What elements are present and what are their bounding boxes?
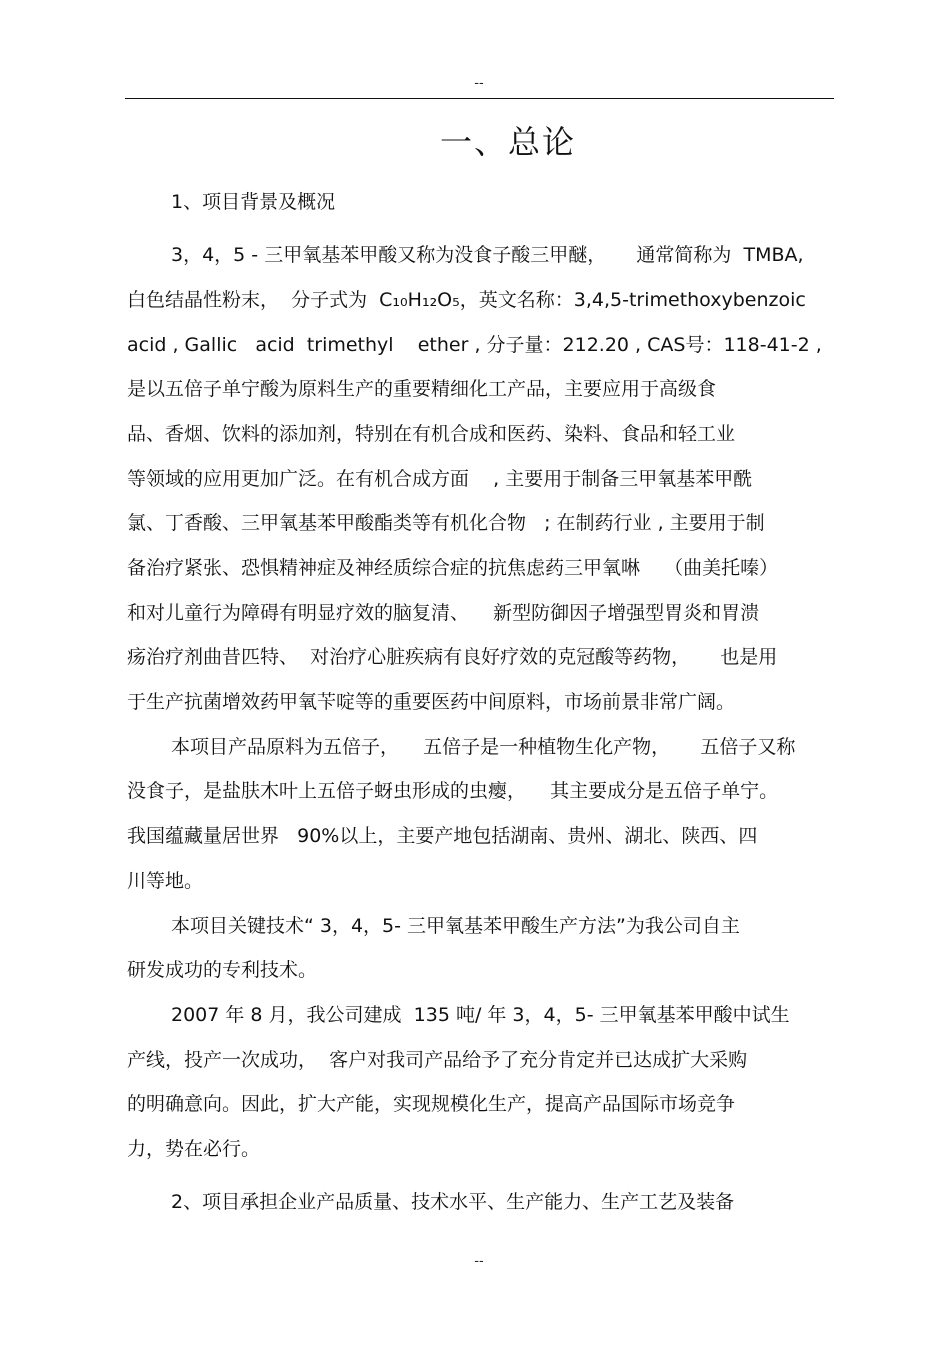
paragraph-line: 于生产抗菌增效药甲氧苄啶等的重要医药中间原料，市场前景非常广阔。 xyxy=(127,691,736,713)
page-header-mark: -- xyxy=(474,76,484,91)
paragraph-line: 川等地。 xyxy=(127,870,204,892)
paragraph-line: 氯、丁香酸、三甲氧基苯甲酸酯类等有机化合物 ; 在制药行业 , 主要用于制 xyxy=(127,512,765,534)
paragraph-line: 备治疗紧张、恐惧精神症及神经质综合症的抗焦虑药三甲氧啉 （曲美托嗪） xyxy=(127,557,779,579)
paragraph-line: 的明确意向。因此，扩大产能，实现规模化生产，提高产品国际市场竞争 xyxy=(127,1093,736,1115)
paragraph-line: 3，4，5 - 三甲氧基苯甲酸又称为没食子酸三甲醚， 通常简称为 TMBA, xyxy=(171,244,804,266)
paragraph-line: 白色结晶性粉末， 分子式为 C₁₀H₁₂O₅，英文名称：3,4,5-trimethoxybenzoic xyxy=(127,289,806,311)
paragraph-line: 本项目关键技术“ 3，4，5- 三甲氧基苯甲酸生产方法”为我公司自主 xyxy=(171,915,740,937)
paragraph-line: 2007 年 8 月，我公司建成 135 吨/ 年 3，4，5- 三甲氧基苯甲酸中试生 xyxy=(171,1004,790,1026)
paragraph-line: 没食子，是盐肤木叶上五倍子蚜虫形成的虫瘿， 其主要成分是五倍子单宁。 xyxy=(127,780,779,802)
paragraph-line: 是以五倍子单宁酸为原料生产的重要精细化工产品，主要应用于高级食 xyxy=(127,378,717,400)
paragraph-line: 本项目产品原料为五倍子， 五倍子是一种植物生化产物， 五倍子又称 xyxy=(171,736,796,758)
paragraph-line: 等领域的应用更加广泛。在有机合成方面 , 主要用于制备三甲氧基苯甲酰 xyxy=(127,468,753,490)
section-heading: 1、项目背景及概况 xyxy=(171,191,336,213)
paragraph-line: 产线，投产一次成功， 客户对我司产品给予了充分肯定并已达成扩大采购 xyxy=(127,1049,748,1071)
paragraph-line: 研发成功的专利技术。 xyxy=(127,959,318,981)
section-heading: 2、项目承担企业产品质量、技术水平、生产能力、生产工艺及装备 xyxy=(171,1191,735,1213)
page-footer-mark: -- xyxy=(474,1254,484,1269)
paragraph-line: 我国蕴藏量居世界 90%以上，主要产地包括湖南、贵州、湖北、陕西、四 xyxy=(127,825,758,847)
paragraph-line: 和对儿童行为障碍有明显疗效的脑复清、 新型防御因子增强型胃炎和胃溃 xyxy=(127,602,760,624)
page-title: 一、总论 xyxy=(439,123,576,161)
paragraph-line: acid , Gallic acid trimethyl ether , 分子量：212.20 , CAS号：118-41-2 , xyxy=(127,334,822,356)
paragraph-line: 疡治疗剂曲昔匹特、 对治疗心脏疾病有良好疗效的克冠酸等药物， 也是用 xyxy=(127,646,778,668)
header-rule xyxy=(125,98,834,99)
paragraph-line: 力，势在必行。 xyxy=(127,1138,261,1160)
paragraph-line: 品、香烟、饮料的添加剂，特别在有机合成和医药、染料、食品和轻工业 xyxy=(127,423,736,445)
